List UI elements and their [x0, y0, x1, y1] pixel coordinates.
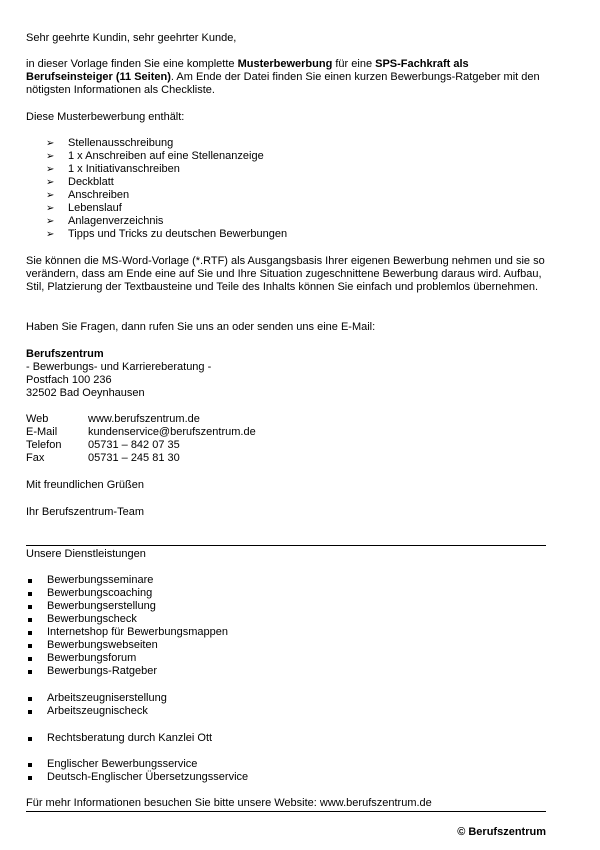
- company-address: [26, 348, 211, 400]
- list-item: Internetshop für Bewerbungsmappen: [26, 626, 228, 639]
- list-item: ➢ Tipps und Tricks zu deutschen Bewerbungen: [46, 228, 288, 240]
- more-info-text: Für mehr Informationen besuchen Sie bitte unsere Website: www.berufszentrum.de: [26, 797, 432, 809]
- square-bullet-icon: [28, 737, 32, 741]
- square-bullet-icon: [28, 644, 32, 648]
- list-item: Rechtsberatung durch Kanzlei Ott: [26, 732, 212, 745]
- intro-text-3: . Am Ende der Datei finden Sie einen kurzen Bewerbungs-Ratgeber mit den nötigsten Informationen als Checkliste.: [26, 71, 540, 96]
- list-item: ➢ Anlagenverzeichnis: [46, 215, 164, 227]
- phone-number: 05731 – 842 07 35: [88, 439, 180, 451]
- company-name: Berufszentrum: [26, 348, 104, 360]
- list-item: Bewerbungscheck: [26, 613, 228, 626]
- intro-paragraph: [26, 58, 546, 97]
- list-item: Bewerbungswebseiten: [26, 639, 228, 652]
- list-item: Bewerbungserstellung: [26, 600, 228, 613]
- contact-row-web: Web www.berufszentrum.de: [26, 413, 200, 425]
- copyright: © Berufszentrum: [457, 826, 546, 838]
- contact-row-fax: Fax 05731 – 245 81 30: [26, 452, 180, 464]
- square-bullet-icon: [28, 670, 32, 674]
- services-list-2: [26, 692, 167, 718]
- contact-table: [26, 413, 256, 465]
- company-tagline: - Bewerbungs- und Karriereberatung -: [26, 361, 212, 373]
- list-item: Bewerbungs-Ratgeber: [26, 665, 228, 678]
- square-bullet-icon: [28, 776, 32, 780]
- square-bullet-icon: [28, 605, 32, 609]
- arrow-bullet-icon: ➢: [46, 177, 55, 188]
- list-item: ➢ Deckblatt: [46, 176, 114, 188]
- arrow-bullet-icon: ➢: [46, 190, 55, 201]
- square-bullet-icon: [28, 618, 32, 622]
- square-bullet-icon: [28, 631, 32, 635]
- intro-text-2: für eine: [332, 58, 376, 70]
- arrow-bullet-icon: ➢: [46, 164, 55, 175]
- square-bullet-icon: [28, 710, 32, 714]
- contact-row-phone: Telefon 05731 – 842 07 35: [26, 439, 180, 451]
- signature: Ihr Berufszentrum-Team: [26, 506, 144, 518]
- questions-text: Haben Sie Fragen, dann rufen Sie uns an oder senden uns eine E-Mail:: [26, 321, 376, 333]
- services-title: Unsere Dienstleistungen: [26, 548, 146, 560]
- list-item: Bewerbungsforum: [26, 652, 228, 665]
- square-bullet-icon: [28, 579, 32, 583]
- arrow-bullet-icon: ➢: [46, 216, 55, 227]
- list-item: ➢ Lebenslauf: [46, 202, 122, 214]
- email-link[interactable]: kundenservice@berufszentrum.de: [88, 426, 256, 438]
- company-street: Postfach 100 236: [26, 374, 112, 386]
- contents-list: [46, 137, 287, 241]
- arrow-bullet-icon: ➢: [46, 151, 55, 162]
- square-bullet-icon: [28, 592, 32, 596]
- intro-bold-2: SPS-Fachkraft als Berufseinsteiger (11 Seiten): [26, 58, 469, 83]
- web-link[interactable]: www.berufszentrum.de: [88, 413, 200, 425]
- list-item: ➢ 1 x Initiativanschreiben: [46, 163, 180, 175]
- arrow-bullet-icon: ➢: [46, 203, 55, 214]
- square-bullet-icon: [28, 763, 32, 767]
- arrow-bullet-icon: ➢: [46, 138, 55, 149]
- square-bullet-icon: [28, 657, 32, 661]
- list-item: Bewerbungsseminare: [26, 574, 228, 587]
- usage-paragraph: Sie können die MS-Word-Vorlage (*.RTF) als Ausgangsbasis Ihrer eigenen Bewerbung nehmen und sie so verändern, dass am Ende eine auf Sie und Ihre Situation zugeschnittene Bewerbung daraus wird. Aufbau, Stil, Platzierung der Textbausteine und Teile des Inhalts können Sie einfach und problemlos übernehmen.: [26, 255, 545, 293]
- square-bullet-icon: [28, 697, 32, 701]
- contents-title: Diese Musterbewerbung enthält:: [26, 111, 185, 123]
- closing: Mit freundlichen Grüßen: [26, 479, 144, 491]
- contact-row-email: E-Mail kundenservice@berufszentrum.de: [26, 426, 256, 438]
- divider: [26, 545, 546, 546]
- list-item: ➢ Stellenausschreibung: [46, 137, 174, 149]
- intro-text-1: in dieser Vorlage finden Sie eine komplette: [26, 58, 238, 70]
- fax-number: 05731 – 245 81 30: [88, 452, 180, 464]
- list-item: Arbeitszeugniserstellung: [26, 692, 167, 705]
- list-item: Arbeitszeugnischeck: [26, 705, 167, 718]
- arrow-bullet-icon: ➢: [46, 229, 55, 240]
- services-list-4: [26, 758, 248, 784]
- list-item: Deutsch-Englischer Übersetzungsservice: [26, 771, 248, 784]
- services-list-1: [26, 574, 228, 678]
- list-item: Englischer Bewerbungsservice: [26, 758, 248, 771]
- list-item: Bewerbungscoaching: [26, 587, 228, 600]
- list-item: ➢ 1 x Anschreiben auf eine Stellenanzeige: [46, 150, 264, 162]
- services-list-3: [26, 732, 212, 745]
- list-item: ➢ Anschreiben: [46, 189, 130, 201]
- divider: [26, 811, 546, 812]
- company-city: 32502 Bad Oeynhausen: [26, 387, 145, 399]
- salutation: Sehr geehrte Kundin, sehr geehrter Kunde,: [26, 32, 237, 44]
- intro-bold-1: Musterbewerbung: [237, 58, 333, 70]
